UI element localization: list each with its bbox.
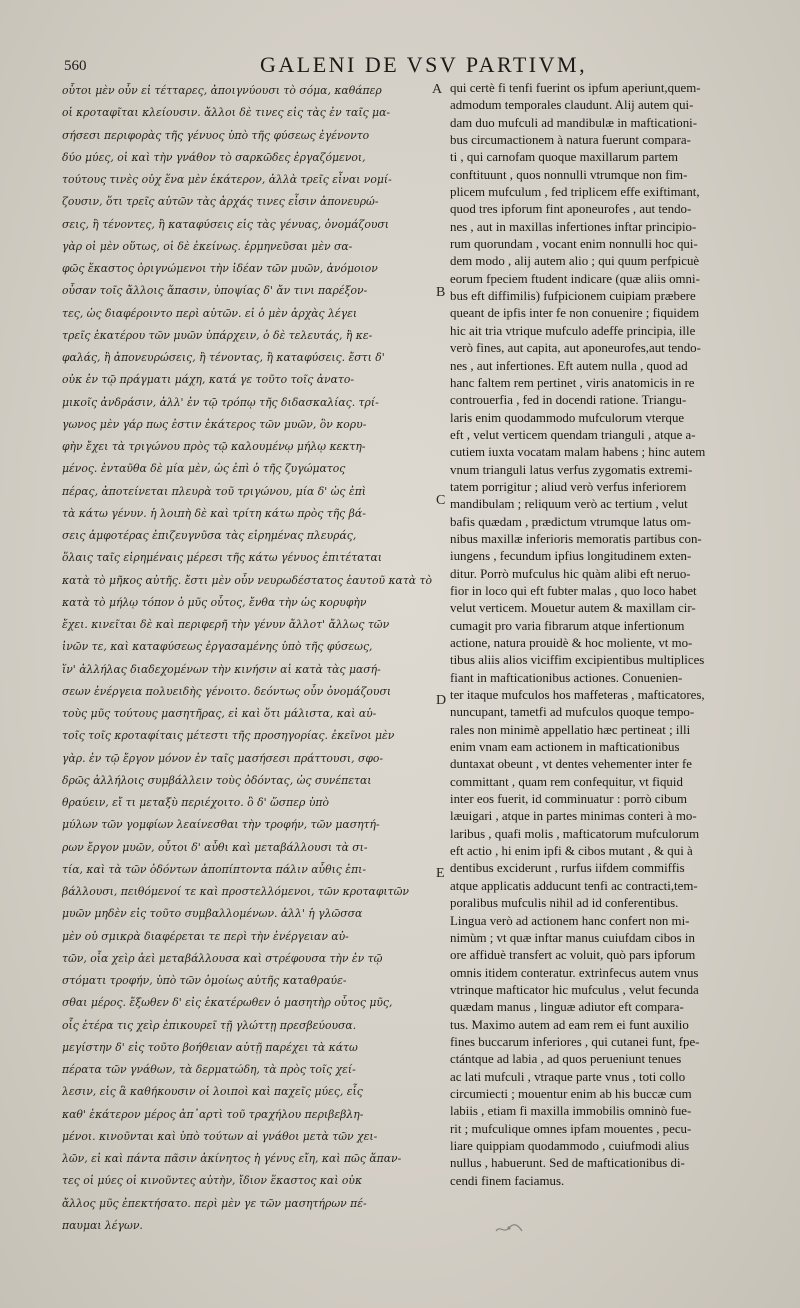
latin-text-line: controuerfia , fed in docendi ratione. Triangu- bbox=[450, 393, 687, 408]
latin-text-line: nibus maxillæ inferioris memoratis partibus con- bbox=[450, 531, 702, 546]
latin-text-line: quod tres ipforum fint aponeurofes , aut tendo- bbox=[450, 202, 692, 217]
greek-text-line: σεις, ἢ τένοντες, ἢ καταφύσεις εἰς τὰς γένυας, ὀνομάζουσι bbox=[62, 217, 390, 231]
greek-text-line: οὗτοι μὲν οὖν εἰ τέτταρες, ἀποιγνύουσι τὸ σόμα, καθάπερ bbox=[62, 84, 382, 97]
greek-text-line: φῶς ἕκαστος ὀριγνώμενοι τὴν ἰδέαν τῶν μυῶν, ἀνόμοιον bbox=[62, 262, 378, 275]
greek-text-line: οἷς ἑτέρα τις χεὶρ ἐπικουρεῖ τῇ γλώττῃ πρεσβεύουσα. bbox=[62, 1018, 357, 1032]
latin-text-line: laris enim quodammodo mufculorum vterque bbox=[450, 410, 685, 425]
greek-text-line: ἄλλος μῦς ἐπεκτήσατο. περὶ μὲν γε τῶν μασητήρων πέ- bbox=[62, 1196, 367, 1210]
greek-text-line: βάλλουσι, πειθόμενοί τε καὶ προστελλόμενοι, τῶν κροταφιτῶν bbox=[62, 885, 409, 898]
greek-text-line: τούτους τινὲς οὐχ ἕνα μὲν ἑκάτερον, ἀλλὰ τρεῖς εἶναι νομί- bbox=[62, 173, 392, 186]
latin-text-line: dem modo , alij autem alio ; qui quum perfpicuè bbox=[450, 254, 700, 269]
latin-text-line: ac lati mufculi , vtraque parte vnus , toti collo bbox=[450, 1069, 686, 1084]
greek-text-line: μένοι. κινοῦνται καὶ ὑπὸ τούτων αἱ γνάθοι μετὰ τῶν χει- bbox=[62, 1129, 378, 1143]
greek-text-line: ζουσιν, ὅτι τρεῖς αὐτῶν τὰς ἀρχάς τινες εἶσιν ἀπονευρώ- bbox=[62, 195, 379, 209]
greek-text-line: πέρας, ἀποτείνεται πλευρὰ τοῦ τριγώνου, μία δ' ὡς ἐπὶ bbox=[62, 484, 367, 498]
greek-text-line: παυμαι λέγων. bbox=[62, 1218, 143, 1232]
greek-text-line: ὅλαις ταῖς εἰρημέναις μέρεσι τῆς κάτω γένυος ἐπιτέταται bbox=[62, 551, 383, 565]
latin-text-line: fiant in mafticationibus actiones. Conuenien- bbox=[450, 670, 683, 685]
greek-text-line: σήσεσι περιφορὰς τῆς γένυος ὑπὸ τῆς φύσεως ἐγένοντο bbox=[62, 128, 370, 142]
greek-text-line: σεις ἀμφοτέρας ἐπιζευγνῦσα τὰς εἰρημένας πλευράς, bbox=[62, 529, 357, 542]
latin-text-line: circumiecti ; mouentur enim ab his buccæ cum bbox=[450, 1086, 692, 1101]
latin-text-line: plicem mufculum , fed triplicem effe exiftimant, bbox=[450, 185, 700, 200]
latin-text-line: Lingua verò ad actionem hanc confert non mi- bbox=[450, 913, 690, 928]
latin-text-line: committant , quam rem confequitur, vt fiquid bbox=[450, 774, 683, 789]
latin-text-line: fior in loco qui eft fubter malas , quo loco habet bbox=[450, 583, 697, 598]
latin-text-line: rit ; mufculique omnes ipfam mouentes , pecu- bbox=[450, 1121, 692, 1136]
latin-text-line: quædam manus , linguæ adiutor eft compara- bbox=[450, 1000, 684, 1015]
greek-text-line: τία, καὶ τὰ τῶν ὀδόντων ἀποπίπτοντα πάλιν αὖθις ἐπι- bbox=[62, 862, 367, 876]
latin-text-line: poralibus mufculis nihil ad id conferentibus. bbox=[450, 896, 679, 911]
latin-text-line: dentibus exciderunt , rurfus iifdem commiffis bbox=[450, 861, 685, 876]
greek-text-line: πέρατα τῶν γνάθων, τὰ δερματώδη, τὰ πρὸς τοῖς χεί- bbox=[62, 1063, 356, 1076]
latin-text-line: laribus , quafi molis , mafticatorum mufculorum bbox=[450, 826, 700, 841]
greek-text-line: τες οἱ μύες οἱ κινοῦντες αὐτὴν, ἴδιον ἕκαστος καὶ οὐκ bbox=[62, 1174, 363, 1188]
latin-text-line: rales non minimè appellatio hæc pertineat ; illi bbox=[450, 722, 691, 737]
latin-text-line: nes , aut infertiones. Eft autem nulla , quod ad bbox=[450, 358, 688, 373]
latin-text-line: actione, natura prouidè & hoc moliente, vt mo- bbox=[450, 636, 693, 650]
greek-text-line: καθ' ἑκάτερον μέρος ἀπ᾽αρτὶ τοῦ τραχήλου περιβεβλη- bbox=[62, 1107, 364, 1121]
latin-text-line: ctántque ad labia , ad quos perueniunt tenues bbox=[450, 1052, 682, 1067]
latin-text-line: eorum fpeciem ftudent indicare (quæ aliis omni- bbox=[450, 271, 700, 286]
greek-text-line: θραύειν, εἴ τι μεταξὺ περιέχοιτο. ὃ δ' ὥσπερ ὑπὸ bbox=[62, 796, 329, 809]
greek-text-line: λεσιν, εἰς ἃ καθήκουσιν οἱ λοιποὶ καὶ παχεῖς μύες, εἷς bbox=[62, 1085, 363, 1099]
greek-text-line: στόματι τροφήν, ὑπὸ τῶν ὁμοίως αὐτῆς καταθραύε- bbox=[62, 974, 347, 987]
greek-text-line: ἔχει. κινεῖται δὲ καὶ περιφερῆ τὴν γένυν ἄλλοτ' ἄλλως τῶν bbox=[62, 618, 390, 631]
greek-text-line: τῶν, οἷα χεὶρ ἀεὶ μεταβάλλουσα καὶ στρέφουσα τὴν ἐν τῷ bbox=[62, 951, 383, 965]
greek-text-line: μένος. ἐνταῦθα δὲ μία μὲν, ὡς ἐπὶ ὁ τῆς ζυγώματος bbox=[62, 462, 346, 476]
greek-text-line: δύο μύες, οἱ καὶ τὴν γνάθον τὸ σαρκῶδες ἐργαζόμενοι, bbox=[62, 150, 366, 164]
latin-text-line: nimùm ; vt quæ inftar manus cuiufdam cibos in bbox=[450, 930, 695, 945]
latin-text-line: conftituunt , quos nonnulli vtrumque non fim- bbox=[450, 167, 688, 182]
greek-text-line: τες, ὡς διαφέροιντο περὶ αὐτῶν. εἰ ὁ μὲν ἀρχὰς λέγει bbox=[62, 306, 358, 320]
greek-text-line: τὰ κάτω γένυν. ἡ λοιπὴ δὲ καὶ τρίτη κάτω πρὸς τῆς βά- bbox=[62, 506, 366, 520]
greek-text-line: τρεῖς ἑκατέρου τῶν μυῶν ὑπάρχειν, ὁ δὲ τελευτάς, ἢ κε- bbox=[62, 328, 373, 342]
latin-text-line: bafis quædam , prædictum vtrumque latus om- bbox=[450, 514, 691, 529]
greek-text-line: τοῖς τοῖς κροταφίταις μέτεστι τῆς προσηγορίας. ἐκεῖνοι μὲν bbox=[62, 729, 395, 743]
latin-text-line: bus eft diffimilis) fufpicionem cuipiam præbere bbox=[450, 289, 696, 304]
greek-text-line: ἵν' ἀλλήλας διαδεχομένων τὴν κινήσιν αἱ κατὰ τὰς μασή- bbox=[62, 662, 381, 676]
latin-text-column bbox=[450, 80, 770, 1190]
latin-text-line: enim vnam eam actionem in mafticationibus bbox=[450, 740, 680, 755]
latin-text-line: eft , velut verticem quendam trianguli , atque a- bbox=[450, 427, 696, 442]
latin-text-line: ditur. Porrò mufculus hic quàm alibi eft neruo- bbox=[450, 566, 691, 581]
greek-text-line: γωνος μὲν γάρ πως ἐστιν ἑκάτερος τῶν μυῶν, ὃν κορυ- bbox=[62, 417, 367, 431]
greek-text-line: οὐκ ἐν τῷ πράγματι μάχη, κατά γε τοῦτο τοῖς ἀνατο- bbox=[62, 373, 355, 387]
section-marker-a: A bbox=[432, 82, 443, 97]
latin-text-line: inter eos fuerit, id comminuatur : porrò cibum bbox=[450, 792, 687, 807]
latin-text-line: velut verticem. Mouetur autem & maxillam cir- bbox=[450, 601, 696, 616]
latin-text-line: cumagit pro varia fibrarum atque infertionum bbox=[450, 618, 685, 633]
greek-text-line: γὰρ. ἐν τῷ ἔργον μόνον ἐν ταῖς μασήσεσι πράττουσι, σφο- bbox=[62, 751, 384, 765]
printer-ornament bbox=[494, 1222, 524, 1236]
latin-text-line: ore affiduè transfert ac voluit, quò pars ipforum bbox=[450, 948, 696, 963]
latin-text-line: ti , qui carnofam quoque maxillarum partem bbox=[450, 150, 679, 165]
latin-text-line: bus circumactionem à natura fuerunt compara- bbox=[450, 133, 691, 148]
latin-text-line: vnum trianguli latus verfus zygomatis extremi- bbox=[450, 462, 693, 477]
section-marker-e: E bbox=[436, 866, 445, 881]
latin-text-line: ter itaque mufculos hos maffeteras , mafticatores, bbox=[450, 688, 705, 703]
greek-text-column bbox=[62, 80, 432, 1237]
section-marker-b: B bbox=[436, 285, 446, 300]
greek-text-line: μεγίστην δ' εἰς τοῦτο βοήθειαν αὐτῇ παρέχει τὰ κάτω bbox=[62, 1040, 358, 1054]
latin-text-line: cendi finem faciamus. bbox=[450, 1173, 565, 1188]
greek-text-line: σεων ἐνέργεια πολυειδὴς γένοιτο. δεόντως οὖν ὀνομάζουσι bbox=[62, 684, 392, 698]
greek-text-line: λῶν, εἰ καὶ πάντα πᾶσιν ἀκίνητος ἡ γένυς εἴη, καὶ πῶς ἅπαν- bbox=[62, 1152, 402, 1165]
latin-text-line: hic ait tria vtrique mufculo adeffe principia, ille bbox=[450, 323, 696, 338]
latin-text-line: tatem porrigitur ; aliud verò verfus inferiorem bbox=[450, 479, 687, 494]
latin-text-line: hanc faltem rem pertinet , viris anatomicis in re bbox=[450, 375, 695, 390]
greek-text-line: ρων ἔργον μυῶν, οὗτοι δ' αὖθι καὶ μεταβάλλουσι τὰ σι- bbox=[62, 840, 368, 854]
latin-text-line: læuigari , atque in partes minimas conteri à mo- bbox=[450, 809, 697, 824]
page-number: 560 bbox=[64, 58, 87, 74]
greek-text-line: κατὰ τὸ μῆκος αὐτῆς. ἔστι μὲν οὖν νευρωδέστατος ἑαυτοῦ κατὰ τὸ bbox=[62, 573, 432, 587]
latin-text-line: rum quorundam , vocant enim nonnulli hoc qui- bbox=[450, 237, 698, 252]
latin-text-line: nuncupant, tametfi ad mufculos quoque tempo- bbox=[450, 705, 695, 720]
greek-text-line: κατὰ τὸ μήλῳ τόπον ὁ μῦς οὗτος, ἔνθα τὴν ὡς κορυφὴν bbox=[62, 595, 367, 609]
greek-text-line: σθαι μέρος. ἔξωθεν δ' εἰς ἑκατέρωθεν ὁ μασητὴρ οὗτος μῦς, bbox=[62, 996, 393, 1010]
greek-text-line: φὴν ἔχει τὰ τριγώνου πρὸς τῷ καλουμένῳ μήλῳ κεκτη- bbox=[62, 440, 366, 453]
latin-text-line: nullus , habuerunt. Sed de mafticationibus di- bbox=[450, 1156, 685, 1171]
latin-text-line: queant de ipfis inter fe non conuenire ; fiquidem bbox=[450, 306, 700, 321]
latin-text-line: admodum temporales claudunt. Alij autem qui- bbox=[450, 98, 694, 113]
latin-text-line: iungens , fecundum ipfius longitudinem exten- bbox=[450, 549, 692, 564]
latin-text-line: vtrinque mafticator hic mufculus , velut fecunda bbox=[450, 982, 699, 997]
latin-text-line: tus. Maximo autem ad eam rem ei funt auxilio bbox=[450, 1017, 689, 1032]
latin-text-line: qui certè fi tenfi fuerint os ipfum aperiunt,quem- bbox=[450, 81, 701, 95]
greek-text-line: τοὺς μῦς τούτους μασητῆρας, εἰ καὶ ὅτι μάλιστα, καὶ αὐ- bbox=[62, 707, 377, 720]
latin-text-line: duntaxat obeunt , vt dentes vehementer inter fe bbox=[450, 757, 692, 772]
latin-text-line: tibus aliis alios viciffim excipientibus multiplices bbox=[450, 653, 705, 668]
latin-text-line: eft actio , hi enim ipfi & cibos mutant , & qui à bbox=[450, 844, 693, 859]
greek-text-line: οὖσαν τοῖς ἄλλοις ἅπασιν, ὑποψίας δ' ἄν τινι παρέξον- bbox=[62, 284, 368, 298]
greek-text-line: δρῶς ἀλλήλοις συμβάλλειν τοὺς ὀδόντας, ὡς συνέπεται bbox=[62, 773, 372, 787]
greek-text-line: μυῶν μηδὲν εἰς τοῦτο συμβαλλομένων. ἀλλ' ἡ γλῶσσα bbox=[62, 907, 363, 921]
greek-text-line: μικοῖς ἀνδράσιν, ἀλλ' ἐν τῷ τρόπῳ τῆς διδασκαλίας. τρί- bbox=[62, 395, 379, 409]
latin-text-line: dam duo mufculi ad mandibulæ in mafticationi- bbox=[450, 115, 698, 130]
latin-text-line: mandibulam ; reliquum verò ac tertium , velut bbox=[450, 497, 688, 512]
greek-text-line: γὰρ οἱ μὲν οὕτως, οἱ δὲ ἐκείνως. ἑρμηνεῦσαι μὲν σα- bbox=[62, 239, 353, 253]
latin-text-line: nes , aut in maxillas infertiones inftar principio- bbox=[450, 219, 697, 234]
section-marker-c: C bbox=[436, 493, 446, 508]
latin-text-line: fines buccarum inferiores , qui cutanei funt, fpe- bbox=[450, 1034, 700, 1049]
latin-text-line: atque applicatis adducunt tenfi ac contracti,tem- bbox=[450, 878, 698, 893]
latin-text-line: omnis itidem conteratur. extrinfecus autem vnus bbox=[450, 965, 699, 980]
greek-text-line: ἰνῶν τε, καὶ καταφύσεως ἐργασαμένης ὑπὸ τῆς φύσεως, bbox=[62, 640, 373, 654]
greek-text-line: οἱ κροταφῖται κλείουσιν. ἄλλοι δὲ τινες εἰς τὰς ἐν ταῖς μα- bbox=[62, 106, 391, 120]
greek-text-line: φαλάς, ἢ ἀπονευρώσεις, ἢ τένοντας, ἢ καταφύσεις. ἔστι δ' bbox=[62, 351, 385, 364]
latin-text-line: cutiem iuxta vocatam malam habens ; hinc autem bbox=[450, 445, 706, 460]
latin-text-line: labiis , etiam fi maxilla immobilis omninò fue- bbox=[450, 1104, 692, 1119]
greek-text-line: μὲν οὐ σμικρὰ διαφέρεται τε περὶ τὴν ἐνέργειαν αὐ- bbox=[62, 929, 349, 943]
latin-text-line: liare quippiam quodammodo , cuiufmodi alius bbox=[450, 1138, 690, 1153]
latin-text-line: verò fines, aut capita, aut aponeurofes,aut tendo- bbox=[450, 341, 701, 356]
greek-text-line: μύλων τῶν γομφίων λεαίνεσθαι τὴν τροφήν, τῶν μασητή- bbox=[62, 818, 380, 832]
running-title: GALENI DE VSV PARTIVM, bbox=[260, 52, 588, 77]
section-marker-d: D bbox=[436, 693, 447, 708]
